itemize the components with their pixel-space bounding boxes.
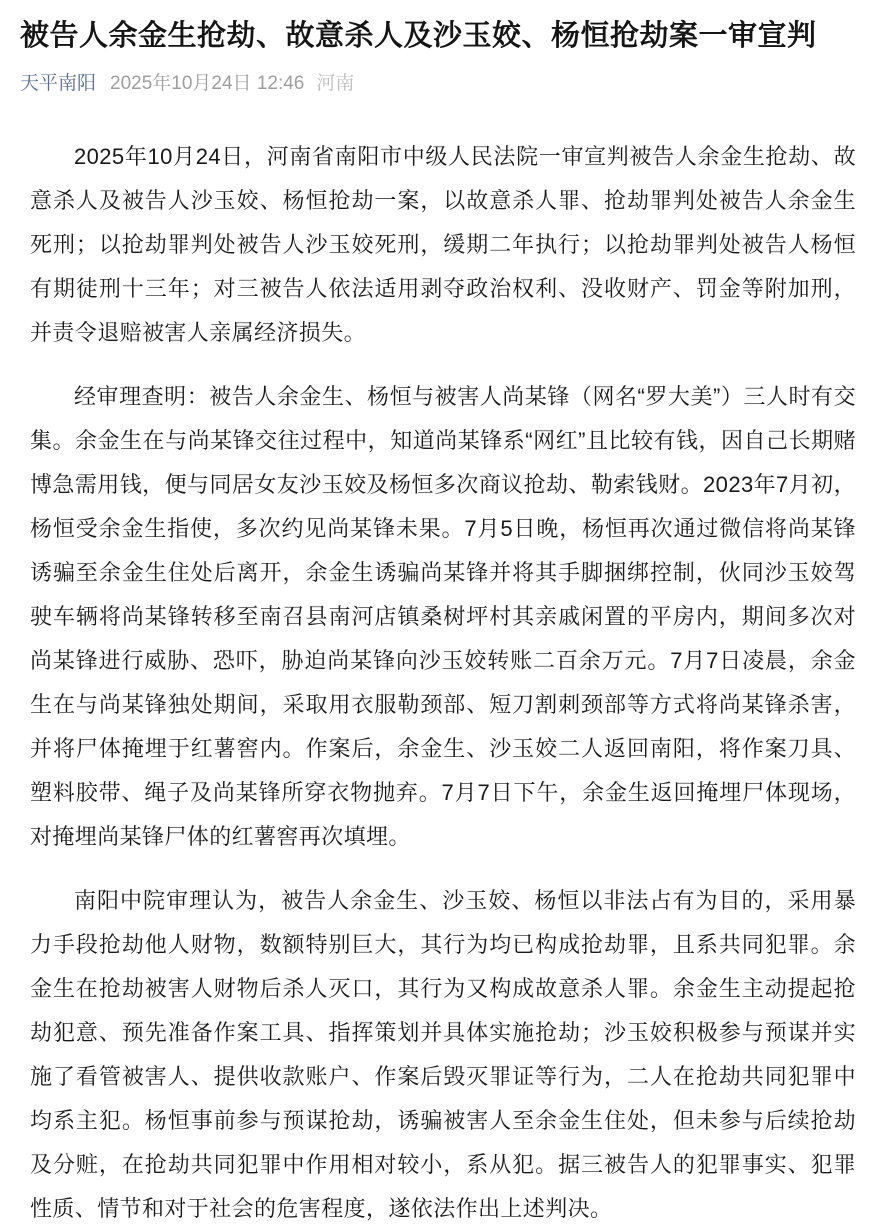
- paragraph-verdict: 2025年10月24日，河南省南阳市中级人民法院一审宣判被告人余金生抢劫、故意杀人及被告人沙玉姣、杨恒抢劫一案，以故意杀人罪、抢劫罪判处被告人余金生死刑；以抢劫罪判处被告人沙玉姣死刑，缓期二年执行；以抢劫罪判处被告人杨恒有期徒刑十三年；对三被告人依法适用剥夺政治权利、没收财产、罚金等附加刑，并责令退赔被害人亲属经济损失。: [30, 144, 856, 345]
- author-link[interactable]: 天平南阳: [20, 73, 97, 94]
- publish-date: 2025年10月24日 12:46: [110, 73, 305, 94]
- article-meta: [0, 56, 882, 97]
- article-body: [0, 97, 882, 1231]
- paragraph-court-opinion: 南阳中院审理认为，被告人余金生、沙玉姣、杨恒以非法占有为目的，采用暴力手段抢劫他人财物，数额特别巨大，其行为均已构成抢劫罪，且系共同犯罪。余金生在抢劫被害人财物后杀人灭口，其行为又构成故意杀人罪。余金生主动提起抢劫犯意、预先准备作案工具、指挥策划并具体实施抢劫；沙玉姣积极参与预谋并实施了看管被害人、提供收款账户、作案后毁灭罪证等行为，二人在抢劫共同犯罪中均系主犯。杨恒事前参与预谋抢劫，诱骗被害人至余金生住处，但未参与后续抢劫及分赃，在抢劫共同犯罪中作用相对较小，系从犯。据三被告人的犯罪事实、犯罪性质、情节和对于社会的危害程度，遂依法作出上述判决。: [30, 888, 856, 1221]
- publish-location: 河南: [316, 73, 355, 94]
- article-title: 被告人余金生抢劫、故意杀人及沙玉姣、杨恒抢劫案一审宣判: [20, 20, 817, 52]
- paragraph-facts: 经审理查明：被告人余金生、杨恒与被害人尚某锋（网名“罗大美”）三人时有交集。余金生在与尚某锋交往过程中，知道尚某锋系“网红”且比较有钱，因自己长期赌博急需用钱，便与同居女友沙玉姣及杨恒多次商议抢劫、勒索钱财。2023年7月初，杨恒受余金生指使，多次约见尚某锋未果。7月5日晚，杨恒再次通过微信将尚某锋诱骗至余金生住处后离开，余金生诱骗尚某锋并将其手脚捆绑控制，伙同沙玉姣驾驶车辆将尚某锋转移至南召县南河店镇桑树坪村其亲戚闲置的平房内，期间多次对尚某锋进行威胁、恐吓，胁迫尚某锋向沙玉姣转账二百余万元。7月7日凌晨，余金生在与尚某锋独处期间，采取用衣服勒颈部、短刀割刺颈部等方式将尚某锋杀害，并将尸体掩埋于红薯窖内。作案后，余金生、沙玉姣二人返回南阳，将作案刀具、塑料胶带、绳子及尚某锋所穿衣物抛弃。7月7日下午，余金生返回掩埋尸体现场，对掩埋尚某锋尸体的红薯窖再次填埋。: [30, 384, 856, 849]
